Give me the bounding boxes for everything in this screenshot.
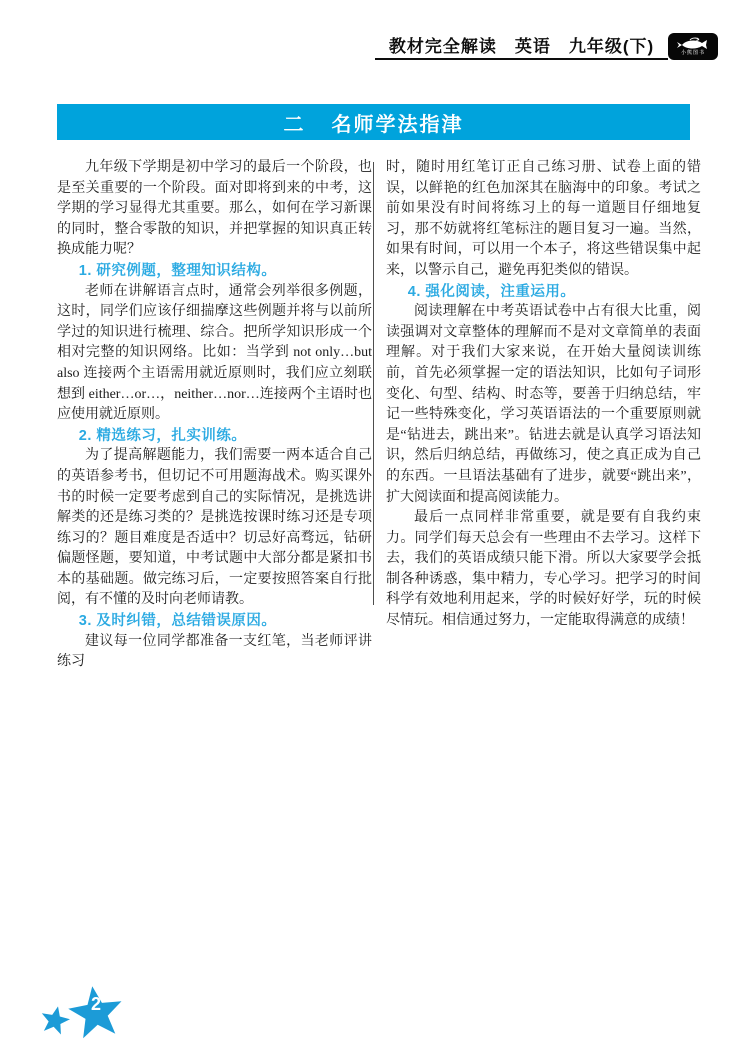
column-divider [373,162,374,605]
section-number: 二 [283,113,306,136]
section-heading-3: 3. 及时纠错，总结错误原因。 [78,613,277,630]
book-title: 教材完全解读 英语 九年级(下) [388,36,655,56]
section-banner [57,104,690,140]
publisher-logo [668,33,718,60]
paragraph-1: 老师在讲解语言点时，通常会列举很多例题，这时，同学们应该仔细揣摩这些例题并将与以前所学过的知识进行梳理、综合。把所学知识形成一个相对完整的知识网络。比如：当学到 not only…but also 连接两个主语需用就近原则时，我们应立刻联想到 either…or…，neither…nor…连接两个主语时也应使用就近原则。 [57,283,372,423]
paragraph-5: 最后一点同样非常重要，就是要有自我约束力。同学们每天总会有一些理由不去学习。这样下去，我们的英语成绩只能下滑。所以大家要学会抵制各种诱惑，集中精力，专心学习。把学习的时间科学有效地利用起来，学的时候好好学，玩的时候尽情玩。相信通过努力，一定能取得满意的成绩！ [386,510,701,629]
section-heading-1: 1. 研究例题，整理知识结构。 [78,262,277,279]
paragraph-4: 阅读理解在中考英语试卷中占有很大比重，阅读强调对文章整体的理解而不是对文章简单的表面理解。对于我们大家来说，在开始大量阅读训练前，首先必须掌握一定的语法知识，比如句子词形变化、句型、结构、时态等，要善于归纳总结，牢记一些特殊变化，学习英语语法的一个重要原则就是“钻进去，跳出来”。钻进去就是认真学习语法知识，然后归纳总结，再做练习，使之真正成为自己的东西。一旦语法基础有了进步，就要“跳出来”，扩大阅读面和提高阅读能力。 [386,304,701,505]
intro-paragraph: 九年级下学期是初中学习的最后一个阶段，也是至关重要的一个阶段。面对即将到来的中考，这学期的学习显得尤其重要。那么，如何在学习新课的同时，整合零散的知识，并把掌握的知识真正转换成能力呢？ [57,160,372,258]
page-number: 2 [90,994,101,1014]
right-column [386,158,701,632]
left-column [57,158,372,673]
section-heading-2: 2. 精选练习，扎实训练。 [78,427,247,444]
fish-logo-icon [676,37,710,51]
publisher-logo-text: 小熊图书 [680,50,705,56]
section-heading-4: 4. 强化阅读，注重运用。 [407,283,576,300]
paragraph-2: 为了提高解题能力，我们需要一两本适合自己的英语参考书，但切记不可用题海战术。购买课外书的时候一定要考虑到自己的实际情况，是挑选讲解类的还是练习类的？是挑选按课时练习还是专项练习的？题目难度是否适中？切忌好高骛远，钻研偏题怪题，要知道，中考试题中大部分都是紧扣书本的基础题。做完练习后，一定要按照答案自行批阅，有不懂的及时向老师请教。 [57,448,372,608]
article [57,158,701,673]
paragraph-3-continued: 时，随时用红笔订正自己练习册、试卷上面的错误，以鲜艳的红色加深其在脑海中的印象。考试之前如果没有时间将练习上的每一道题目仔细地复习，那不妨就将红笔标注的题目复习一遍。当然，如果有时间，可以用一个本子，将这些错误集中起来，以警示自己，避免再犯类似的错误。 [386,160,701,278]
masthead [375,30,668,60]
section-title: 名师学法指津 [331,113,464,136]
paragraph-3: 建议每一位同学都准备一支红笔，当老师评讲练习 [57,633,372,670]
